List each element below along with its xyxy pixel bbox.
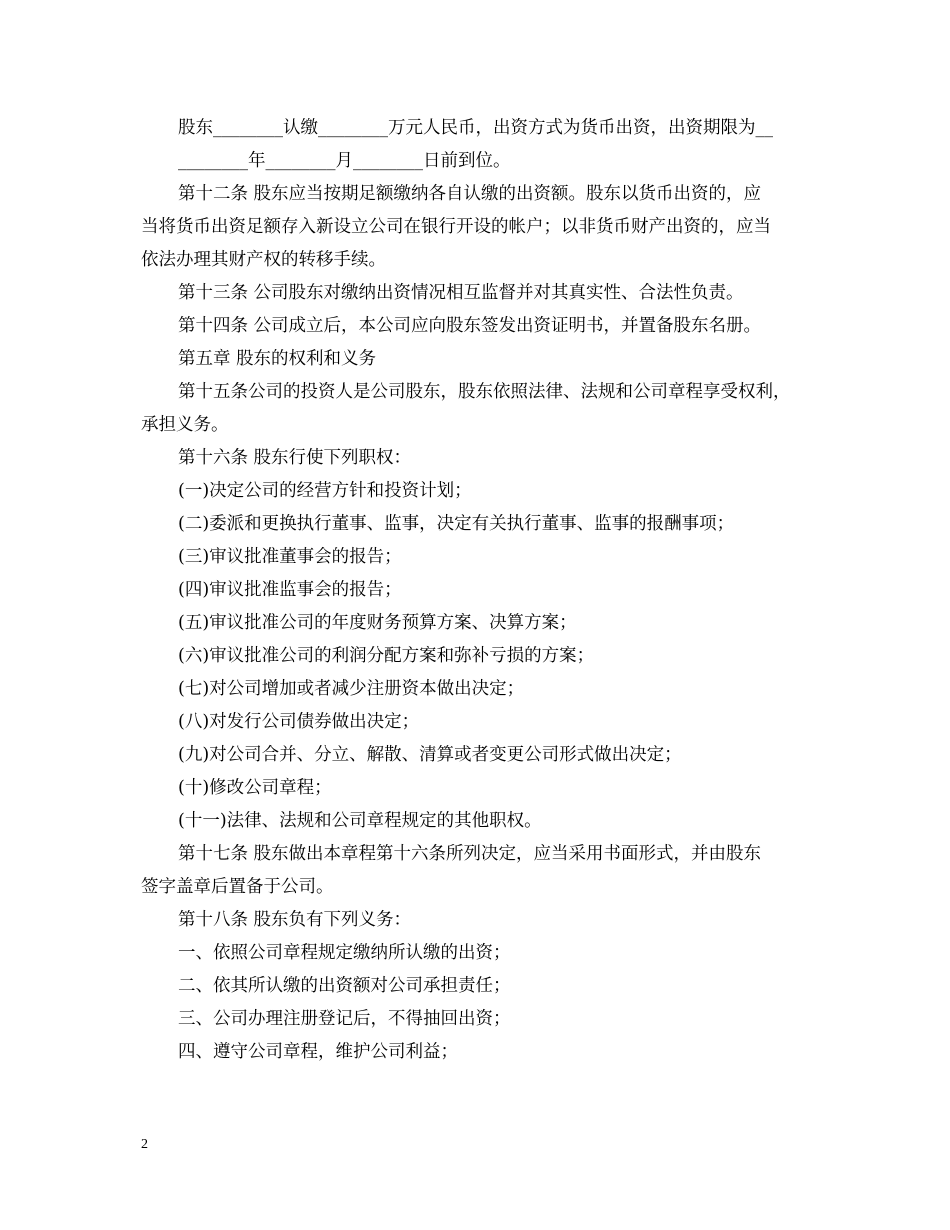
document-body bbox=[141, 112, 821, 1069]
list-item: (三)审议批准董事会的报告； bbox=[178, 547, 402, 567]
text-line: 依法办理其财产权的转移手续。 bbox=[141, 250, 386, 270]
text-line: 股东________认缴________万元人民币，出资方式为货币出资，出资期限为__ bbox=[178, 118, 773, 138]
text-line: 第十五条公司的投资人是公司股东，股东依照法律、法规和公司章程享受权利， bbox=[178, 382, 791, 402]
list-item: (八)对发行公司债券做出决定； bbox=[178, 712, 420, 732]
list-item: (七)对公司增加或者减少注册资本做出决定； bbox=[178, 679, 525, 699]
text-line: 第十八条 股东负有下列义务： bbox=[178, 910, 412, 930]
list-item: (六)审议批准公司的利润分配方案和弥补亏损的方案； bbox=[178, 646, 595, 666]
text-line: 第十二条 股东应当按期足额缴纳各自认缴的出资额。股东以货币出资的，应 bbox=[178, 184, 762, 204]
list-item: 四、遵守公司章程，维护公司利益； bbox=[178, 1042, 458, 1062]
list-item: 一、依照公司章程规定缴纳所认缴的出资； bbox=[178, 943, 511, 963]
text-line: 第十四条 公司成立后，本公司应向股东签发出资证明书，并置备股东名册。 bbox=[178, 316, 762, 336]
page-number: 2 bbox=[141, 1137, 148, 1152]
list-item: (一)决定公司的经营方针和投资计划； bbox=[178, 481, 472, 501]
text-line: ________年________月________日前到位。 bbox=[178, 151, 511, 171]
list-item: (十一)法律、法规和公司章程规定的其他职权。 bbox=[178, 811, 542, 831]
list-item: (五)审议批准公司的年度财务预算方案、决算方案； bbox=[178, 613, 577, 633]
list-item: 二、依其所认缴的出资额对公司承担责任； bbox=[178, 976, 511, 996]
text-line: 当将货币出资足额存入新设立公司在银行开设的帐户；以非货币财产出资的，应当 bbox=[141, 217, 771, 237]
list-item: 三、公司办理注册登记后，不得抽回出资； bbox=[178, 1009, 511, 1029]
text-line: 第十三条 公司股东对缴纳出资情况相互监督并对其真实性、合法性负责。 bbox=[178, 283, 744, 303]
text-line: 承担义务。 bbox=[141, 415, 229, 435]
chapter-heading: 第五章 股东的权利和义务 bbox=[178, 349, 377, 369]
list-item: (四)审议批准监事会的报告； bbox=[178, 580, 402, 600]
list-item: (九)对公司合并、分立、解散、清算或者变更公司形式做出决定； bbox=[178, 745, 682, 765]
text-line: 签字盖章后置备于公司。 bbox=[141, 877, 334, 897]
list-item: (二)委派和更换执行董事、监事，决定有关执行董事、监事的报酬事项； bbox=[178, 514, 735, 534]
list-item: (十)修改公司章程； bbox=[178, 778, 332, 798]
text-line: 第十六条 股东行使下列职权： bbox=[178, 448, 412, 468]
text-line: 第十七条 股东做出本章程第十六条所列决定，应当采用书面形式，并由股东 bbox=[178, 844, 762, 864]
